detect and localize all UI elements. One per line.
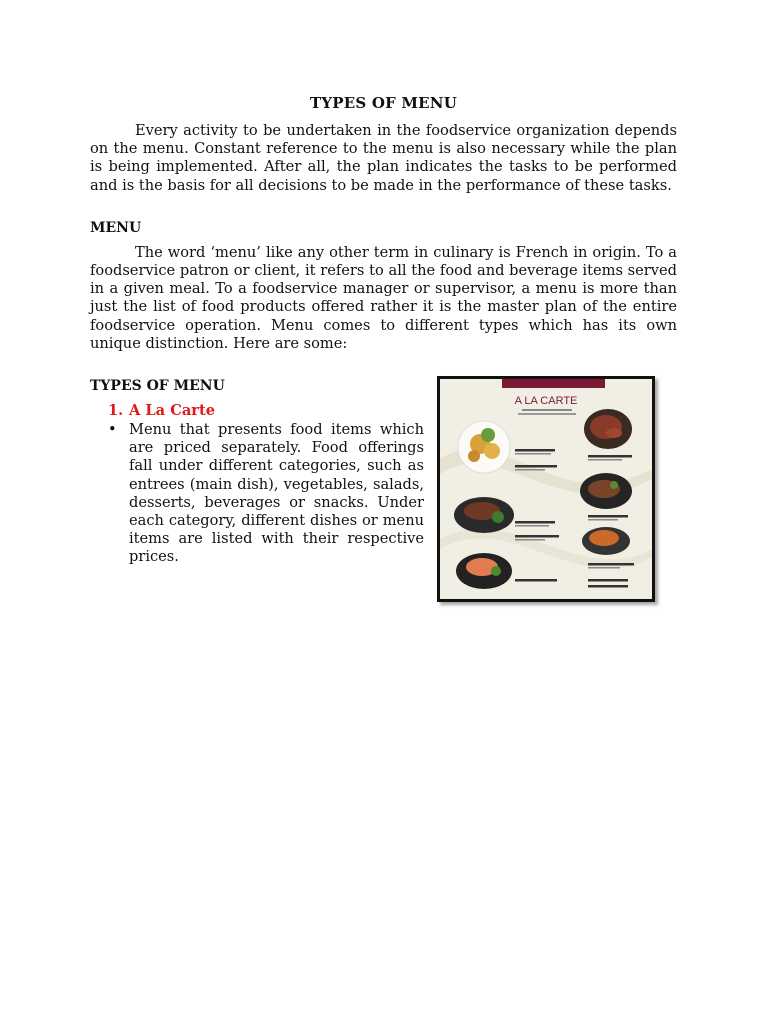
menu-item-line (515, 525, 549, 527)
menu-item-line (588, 579, 628, 582)
menu-item-line (515, 465, 557, 468)
salmon-teriyaki-garnish (491, 566, 501, 576)
document-page (90, 94, 677, 567)
menu-item-line (588, 459, 622, 461)
menu-item-line (588, 515, 628, 518)
menu-item-line (588, 567, 620, 569)
page-title: TYPES OF MENU (309, 94, 457, 112)
menu-header-text: A LA CARTE (514, 395, 578, 408)
menu-subtitle-line (518, 413, 576, 415)
menu-item-line (515, 539, 545, 541)
menu-paragraph: The word ‘menu’ like any other term in culinary is French in origin. To a foodservice patron or client, it refers to all the food and beverage items served in a given meal. To a foodservice manager or supervisor, a menu is more than just the list of food products offered rather it is the master plan of the entire foodservice operation. Menu comes to different types which has its own unique distinction. Here are some: (90, 243, 677, 352)
types-text-column (90, 378, 424, 567)
menu-type-title (108, 402, 424, 419)
menu-item-line (588, 563, 634, 566)
menu-heading: MENU (90, 219, 142, 236)
intro-paragraph: Every activity to be undertaken in the foodservice organization depends on the menu. Constant reference to the menu is also necessary while the plan is being implemented. After all, the plan indicates the tasks to be performed and is the basis for all decisions to be made in the performance of these tasks. (90, 122, 677, 194)
beef-teriyaki-garnish (492, 511, 504, 523)
menu-top-band (502, 379, 605, 388)
menu-item-line (515, 579, 557, 582)
menu-subtitle-line (522, 409, 572, 411)
menu-item-line (515, 453, 551, 455)
menu-item-line (515, 469, 545, 471)
menu-item-line (515, 535, 559, 538)
types-of-menu-section (90, 378, 677, 567)
menu-item-line (588, 455, 632, 458)
menu-type-name: A La Carte (129, 402, 215, 420)
chicken-bulgogi-food (589, 530, 619, 546)
short-ribs-food (606, 428, 622, 438)
types-heading: TYPES OF MENU (90, 378, 225, 395)
menu-type-number: 1. (108, 402, 124, 420)
bulgogi-garnish (610, 481, 618, 489)
menu-item-line (515, 449, 555, 452)
tempura-food (468, 450, 480, 462)
menu-item-line (588, 519, 618, 521)
menu-item-line (588, 585, 628, 588)
menu-item-line (515, 521, 555, 524)
menu-illustration (440, 379, 652, 599)
menu-type-bullet-item (90, 421, 424, 567)
bullet-point: • (108, 421, 117, 439)
tempura-garnish (481, 428, 495, 442)
tempura-food (484, 443, 500, 459)
a-la-carte-menu-image (437, 376, 655, 602)
menu-type-description: Menu that presents food items which are priced separately. Food offerings fall under different categories, such as entrees (main dish), vegetables, salads, desserts, beverages or snacks. Under each category, different dishes or menu items are listed with their respective prices. (129, 421, 424, 566)
